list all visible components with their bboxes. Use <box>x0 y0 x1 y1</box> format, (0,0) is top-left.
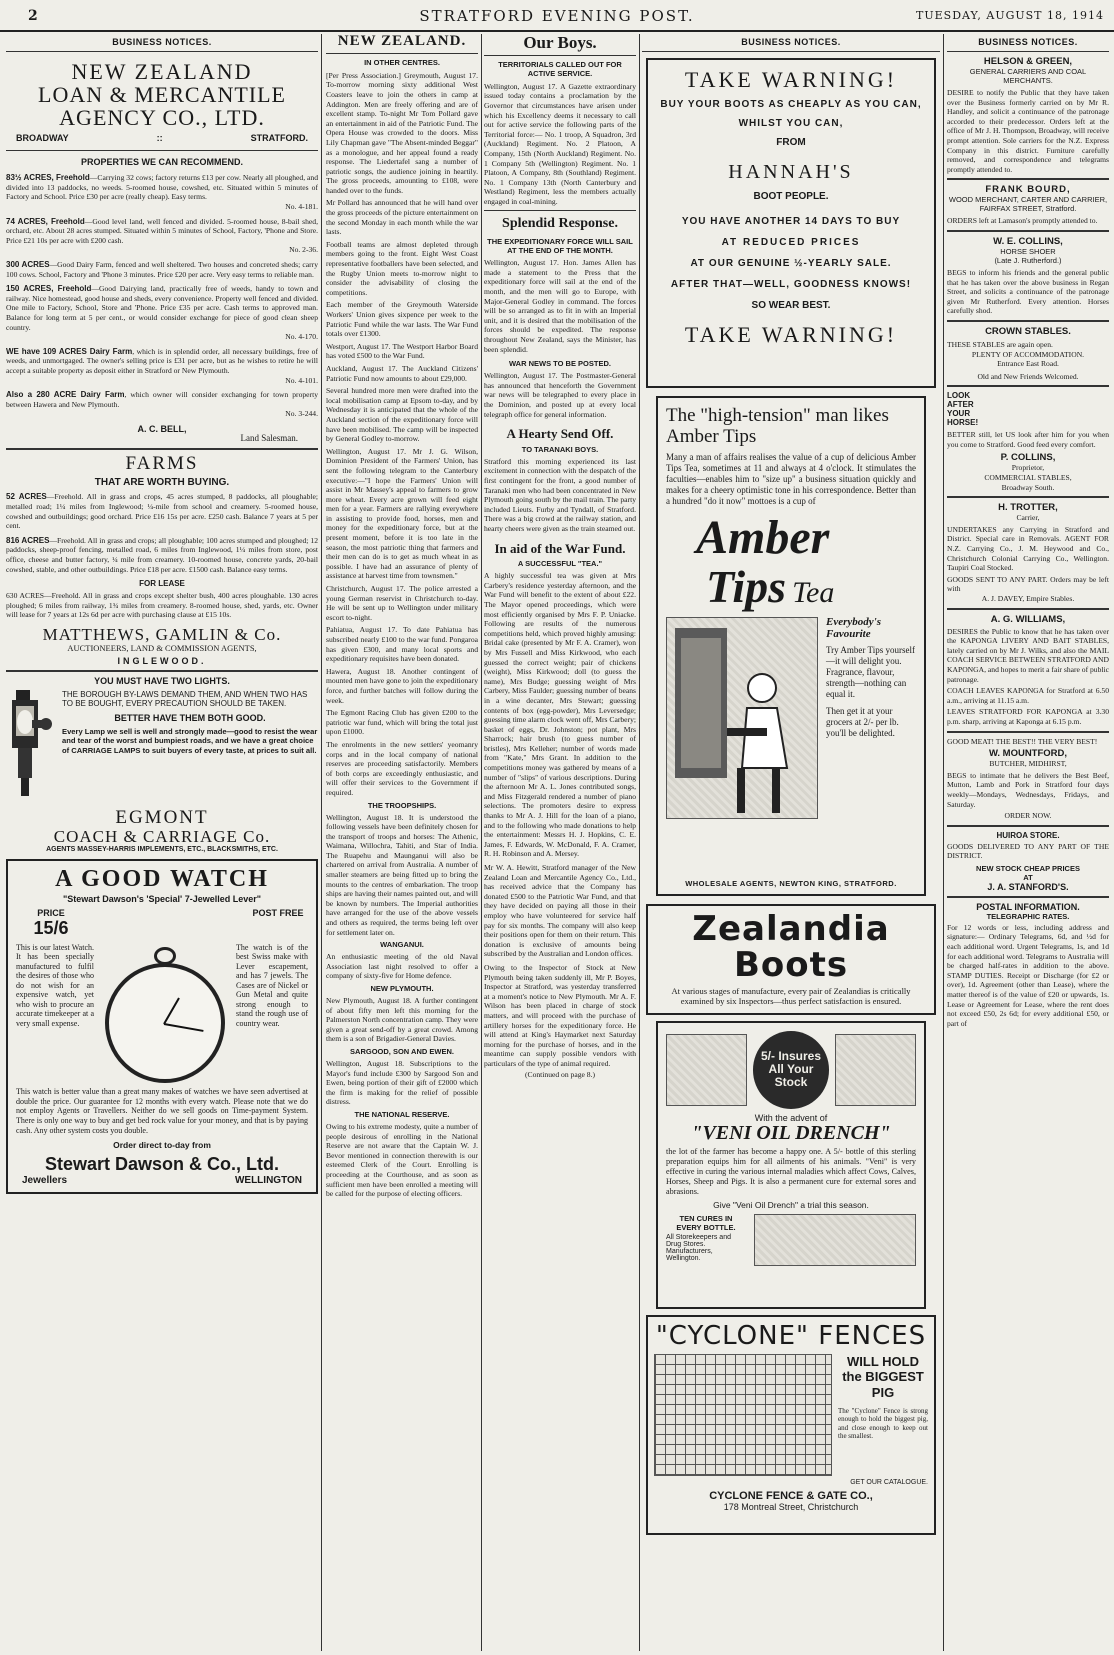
firm-text: HUIROA STORE. <box>996 830 1060 840</box>
column-divider <box>321 34 322 1651</box>
news-paragraph: Hawera, August 18. Another contingent of mounted men have gone to join the expeditionary force, and further batches will follow during the week. <box>326 666 478 705</box>
watch-right-text: The watch is of the best Swiss make with Lever escapement, and has 7 jewels. The Cases are of Nickel or Gun Metal and quite strong enough to stand the rough use of country wear. <box>236 942 308 1028</box>
masthead <box>0 0 1114 32</box>
postal-info <box>947 902 1109 1029</box>
take-warning: TAKE WARNING! <box>684 322 898 348</box>
news-text: Owing to his extreme modesty, quite a number of people desirous of enrolling in the National Reserve are not aware that the Captain W. J. Bevor mentioned in connection therewith is our esteemed Clerk of the Court. Enrolling is proceeding at the Courthouse, and as soon as sufficient men have been enrolled a meeting will be called for the purpose of electing officers. <box>326 1121 478 1199</box>
news-paragraph: Each member of the Greymouth Waterside Workers' Union gives sixpence per week to the Patriotic Fund while the war lasts. The War Fund totals over £1300. <box>326 300 478 339</box>
cyclone-address: 178 Montreal Street, Christchurch <box>723 1501 859 1512</box>
amber-grocers: Then get it at your grocers at 2/- per lb. you'll be delighted. <box>826 705 899 738</box>
firm-late: (Late J. Rutherford.) <box>994 255 1062 265</box>
column-3 <box>484 34 636 1651</box>
news-text: Stratford this morning experienced its last excitement in connection with the despatch of the first contingent for the front, a good number of Taranaki men who had been concentrated in New Plymouth going south by the mail train. The party included Lieuts. Furby and Tyndall, of Stratford. There was a big crowd at the railway station, and hearty cheers were given as the train steamed out. <box>484 456 636 533</box>
firm-text: GOODS SENT TO ANY PART. Orders may be left with <box>947 574 1109 594</box>
firm-name: HELSON & GREEN, <box>983 56 1073 67</box>
cyclone-title: "CYCLONE" FENCES <box>655 1320 927 1351</box>
news-text: New Plymouth, August 18. A further contingent of about fifty men left this morning for the Palmerston North concentration camp. They were given a great send-off by a great crowd. Among them is a son of Brigadier-General Davies. <box>326 996 478 1044</box>
address-right: STRATFORD. <box>250 133 308 144</box>
listing-item: 83½ ACRES, Freehold—Carrying 32 cows; factory returns £13 per cow. Nearly all ploughed, and divided into 13 paddocks, no weeds. 5-roomed house, cowshed, etc. Situated within 5 minutes of Factory and School. Price £30 per acre (really cheap). Easy terms. No. 4-181. <box>6 173 318 212</box>
amber-brand: Tips <box>706 561 787 613</box>
amber-agents: WHOLESALE AGENTS, NEWTON KING, STRATFORD. <box>685 879 897 888</box>
zealandia-title: Zealandia Boots <box>692 909 890 985</box>
address-sep: :: <box>156 133 163 144</box>
cyclone-advert <box>646 1315 936 1535</box>
firm-text: GOODS DELIVERED TO ANY PART OF THE DISTRICT. <box>947 841 1109 861</box>
advertiser-name: AGENCY CO., LTD. <box>59 105 265 131</box>
firm-name: FRANK BOURD, <box>985 184 1071 196</box>
news-paragraph: Auckland, August 17. The Auckland Citizens' Patriotic Fund now amounts to about £29,000. <box>326 363 478 383</box>
amber-brand: Amber <box>696 510 830 564</box>
firm-text: DESIRE to notify the Public that they have taken over the Business formerly carried on by Mr R. Handley, and solicit a continuance of the patronage accorded to their predecessor. Orders left at the office of Mr J. H. Thompson, Broadway, will receive prompt attention. Sole carriers for the N.Z. Express Company in this district. Furniture carefully removed, and correspondence and telegrams promptly attended to. <box>947 88 1109 174</box>
news-paragraph: The enrolments in the new settlers' yeomanry corps and in the local company of national reserves are proceeding satisfactorily. Members of both corps are exceedingly enthusiastic, and will offer their services to the Government if required. <box>326 739 478 797</box>
firm-text: NEW STOCK CHEAP PRICES <box>976 863 1080 873</box>
take-warning: TAKE WARNING! <box>684 67 898 92</box>
address-left: BROADWAY <box>16 133 69 144</box>
lamps-heading: YOU MUST HAVE TWO LIGHTS. <box>94 675 230 686</box>
zealandia-advert <box>646 904 936 1015</box>
section-title: Splendid Response. <box>502 215 618 231</box>
listing-item: 74 ACRES, Freehold—Good level land, well fenced and divided. 5-roomed house, 8-bail shed, orchard, etc. About 28 acres stumped. Situated within 5 minutes of School, Factory, 'Phone and Store. Price £21 10s per acre with £200 cash. No. 2-36. <box>6 216 318 255</box>
collins-advert <box>947 236 1109 316</box>
firm-text: BETTER still, let US look after him for you when you come to Stratford. Good feed every comfort. <box>947 430 1109 449</box>
post-free: POST FREE <box>252 907 304 918</box>
firm-text: UNDERTAKES any Carrying in Stratford and District. Special care in Removals. AGENT FOR N.Z. Carrying Co., J. M. Heywood and Co., Christchurch Colonial Carrying Co., Wellington. Taupiri Coal Stocked. <box>947 524 1109 573</box>
horse-illustration <box>835 1034 916 1106</box>
postal-text: For 12 words or less, including address and signature:— Ordinary Telegrams, 6d, and ½d for each additional word. Urgent Telegrams, 1s, and 1d for each additional word. Telegrams to Australia will be charged half-rates in addition to the above. STAMP DUTIES. Receipt or Discharge (for £2 or over), 1d. Agreement (other than Lease), where the matter thereof is of the value of £20 or upwards, 1s. Lease or Agreement for Lease, where the rent does not exceed £50, 2s 6d; for every additional £50, or part of <box>947 922 1109 1028</box>
business-notices-label: BUSINESS NOTICES. <box>6 34 318 52</box>
news-text: Owing to the Inspector of Stock at New Plymouth being taken suddenly ill, Mr P. Boyes, Inspector at Stratford, was yesterday transferred at a moment's notice to New Plymouth. Mr A. F. Wilson has been placed in charge of stock matters, and will proceed with the purchase of artillery horses for the expeditionary force. He will attend at King's Haymarket next Saturday morning for the purchase of horses, and in the meantime can supply possible vendors with particulars of the type of animal required. <box>484 962 636 1068</box>
trotter-advert <box>947 502 1109 603</box>
news-paragraph: Westport, August 17. The Westport Harbor Board has voted £500 to the War Fund. <box>326 341 478 361</box>
news-heading: TO TARANAKI BOYS. <box>521 444 599 454</box>
property-listings <box>6 173 318 419</box>
firm-text: DESIRES the Public to know that he has taken over the KAPONGA LIVERY AND BAIT STABLES, lately carried on by Mr J. Wilks, and also the MAIL COACH SERVICE BETWEEN STRATFORD AND KAPONGA, and hopes to merit a fair share of public patronage. <box>947 626 1109 684</box>
lamps-advert <box>6 676 318 853</box>
veni-cures: TEN CURES IN EVERY BOTTLE. <box>676 1213 736 1232</box>
news-heading: THE NATIONAL RESERVE. <box>354 1109 450 1119</box>
news-paragraph: The Egmont Racing Club has given £200 to the patriotic war fund, which will bring the total just upon £1000. <box>326 708 478 737</box>
firm-sub: HORSE SHOER <box>1000 246 1056 256</box>
firm-name: CROWN STABLES. <box>985 325 1071 337</box>
farms-advert <box>6 454 318 666</box>
news-paragraph: Mr Pollard has announced that he will hand over the gross proceeds of the picture entertainment on the second Monday in each month while the war lasts. <box>326 198 478 237</box>
firm-name: MATTHEWS, GAMLIN & Co. <box>42 625 282 644</box>
business-notices-label: BUSINESS NOTICES. <box>947 34 1109 52</box>
williams-advert <box>947 614 1109 727</box>
firm-name: P. COLLINS, <box>1000 452 1056 464</box>
news-text: Wellington, August 17. A Gazette extraordinary issued today contains a proclamation by the Governor that circumstances have arisen under which his Excellency deems it necessary to call out for active service the following parts of the Territorial force:— No. 1 troop, A Squadron, 3rd (Auckland) Regiment. No. 2 Platoon, A Company, 15th (North Auckland) Regiment. No. 1 Company 5th (Wellington) Regiment. No. 1 Platoon, A Company, 8th (Southland) Regiment. No. 1 Company 13th (North Canterbury and Westland) Regiment, less the members actually engaged in coal-mining. <box>484 81 636 206</box>
egmont-name: EGMONT <box>115 806 209 828</box>
crown-stables-advert <box>947 326 1109 381</box>
firm-text: COMMERCIAL STABLES, <box>984 473 1072 483</box>
firm-sub: WOOD MERCHANT, CARTER AND CARRIER, <box>948 195 1108 205</box>
lease-heading: FOR LEASE <box>139 579 185 589</box>
section-title: A Hearty Send Off. <box>506 426 614 442</box>
advertiser-name: NEW ZEALAND <box>71 59 253 84</box>
man-at-desk-illustration <box>666 617 818 819</box>
news-paragraph: Wellington, August 17. Mr J. G. Wilson, Dominion President of the Farmers' Union, has sent the following telegram to the Canterbury executive:—"I hope the Farmers' Union will assist in Mr Massey's appeal to farmers to grow more wheat. Every acre grown will feed eight men for a year. Farmers are rallying everywhere in assisting to provide food, horses, men and money for the expeditionary force, but at the present moment, before it is too late in the season, the most patriotic thing that farmers and their men can do is to get as much wheat in as possible. I have had an assurance of plenty of assistance at harvest time from townsmen." <box>326 446 478 581</box>
insure-badge: 5/- Insures All Your Stock <box>753 1031 830 1109</box>
salesman-name: A. C. BELL, <box>137 423 187 434</box>
firm-text: ORDER NOW. <box>1004 811 1052 821</box>
amber-favourite: Everybody's Favourite <box>826 616 881 641</box>
firm-text: A. J. DAVEY, Empire Stables. <box>981 594 1075 603</box>
news-heading: A SUCCESSFUL "TEA." <box>517 559 603 569</box>
firm-text: COACH LEAVES KAPONGA for Stratford at 6.50 a.m., arriving at 11.15 a.m. <box>947 686 1109 705</box>
news-text: An enthusiastic meeting of the old Naval Association last night resolved to offer a company of sixty-five for Home defence. <box>326 952 478 981</box>
cow-illustration <box>666 1034 747 1106</box>
bourd-advert <box>947 184 1109 226</box>
hannah-line: AFTER THAT—WELL, GOODNESS KNOWS! <box>670 279 912 291</box>
bylaws-text: THE BOROUGH BY-LAWS DEMAND THEM, AND WHEN TWO HAS TO BE BOUGHT, EVERY PRECAUTION SHOULD BE TAKEN. <box>62 689 308 709</box>
firm-text: BEGS to inform his friends and the general public that he has taken over the above business in Regan Street, and solicits a continuance of the patronage given Mr Rutherford. Every attention. Horses carefully shod. <box>947 267 1109 316</box>
continued-note: (Continued on page 8.) <box>524 1070 596 1080</box>
news-text: Mr W. A. Hewitt, Stratford manager of the New Zealand Loan and Mercantile Agency Co., Ltd., has received advice that the Company has donated £500 to the Patriotic War Fund, and that they have decided on paying all those in their employ who have volunteered for service half pay for six months. The company will also keep their positions open for them on their return. This donation is exclusive of amounts being subscribed by the Australian and London offices. <box>484 863 636 959</box>
watch-title: A GOOD WATCH <box>55 865 269 892</box>
helson-advert <box>947 56 1109 174</box>
news-paragraphs <box>326 71 478 798</box>
news-heading: WANGANUI. <box>380 940 424 950</box>
stanford-advert <box>947 831 1109 892</box>
news-text: A highly successful tea was given at Mrs Carbery's residence yesterday afternoon, and the War Fund will benefit to the extent of about £22. The Mayor opened proceedings, which were most efficiently organised by Mrs F. P. Uniacke. Following are results of the numerous competitions held, which proved highly amusing: Bridal cake (presented by Mr F. A. Cramer), won by Mrs Fussell and Miss Kirkwood, who each guessed the correct weight; pair of chickens (weight), Miss Kirkwood; doll (to guess the name), Mrs Budge; guessing weight of Mrs Carbery, Miss Faulder; guessing number of beans in a wine decanter, Mrs Stewart; guessing contents of box (egg-powder), Mrs Leversedge; guessing time alarm clock went off, Mrs Carbery; basket of eggs, Dr. Johnston; pot plant, Mrs Sharrock; hair brush (to guess number of bristles), Mrs Kelleher; number of words made from "Kate," Mrs Grant. In addition to the competitions money was gathered by means of a number of "slips" of various descriptions. During the afternoon Mr A. L. Jones contributed songs, and Miss Fitzgerald rendered a number of piano selections. The promoters desire to express thanks to Mr A. J. Hill for the loan of a piano, and to the following who made donations to help the entertainment: Messrs H. J. Hopkins, C. E. James, F. Edwards, W. McDonald, F. A. Cramer, R. H. Robinson and A. Mersey. <box>484 571 636 859</box>
veni-give: Give "Veni Oil Drench" a trial this season. <box>713 1199 869 1210</box>
egmont-sub: AGENTS MASSEY-HARRIS IMPLEMENTS, ETC., BLACKSMITHS, ETC. <box>46 845 278 853</box>
news-text: Wellington, August 17. Hon. James Allen has made a statement to the Press that the expeditionary force will sail at the end of the month, and the men will go to Europe, with Major-General Godley in command. The forces will be so arranged as to fit in with an Imperial unit, and it is desired that the mobilisation of the forces should be expedited. The response throughout New Zealand, says the Minister, has been splendid. <box>484 258 636 354</box>
watch-body: This watch is better value than a great many makes of watches we have seen advertised at double the price. Our guarantee for 12 months with every watch. Please note that we do not employ Agents or Travellers. Neither do we sell goods on Time-payment System. There is only one way to buy and get bed rock value for your money, and that is by paying cash. Any other system costs you double. <box>16 1086 308 1135</box>
watch-icon <box>100 943 230 1083</box>
listing-item: WE have 109 ACRES Dairy Farm, which is in splendid order, all necessary buildings, free of weeds, and unmortgaged. The owner's selling price is £31 per acre, but as he wishes to retire he will accept a suitable property as deposit either in Stratford or New Plymouth. No. 4-101. <box>6 346 318 385</box>
firm-text: Proprietor, <box>1011 463 1045 473</box>
firm-sub: GENERAL CARRIERS AND COAL MERCHANTS. <box>969 67 1087 85</box>
firm-sub: BUTCHER, MIDHIRST, <box>989 759 1067 769</box>
news-paragraph: [Per Press Association.] Greymouth, August 17. To-morrow morning sixty additional West Coasters leave to join the others in camp at Addington. Men are freely offering and are of excellent stamp. To-night Mr Tom Pollard gave an entertainment in aid of the Patriotic Fund. The Opera House was crowded to the doors. Miss Lily Chapman gave "The Absent-minded Beggar" as a monologue, and her appeal found a ready response. The Liedertafel sang a number of patriotic songs, the audience joining in heartily. The gross proceeds, amounting to £108, were handed over to the funds. <box>326 70 478 195</box>
amber-brand: Tea <box>792 576 835 610</box>
advertiser-address <box>6 129 318 147</box>
pcollins-advert <box>947 391 1109 492</box>
mountford-advert <box>947 737 1109 821</box>
news-heading: THE TROOPSHIPS. <box>367 800 437 810</box>
news-heading: TERRITORIALS CALLED OUT FOR ACTIVE SERVICE. <box>498 59 622 78</box>
firm-text: BEGS to intimate that he delivers the Best Beef, Mutton, Lamb and Pork in Stratford four days weekly—Mondays, Wednesdays, Fridays, and Saturday. <box>947 770 1109 809</box>
veni-advent: With the advent of <box>754 1112 828 1123</box>
section-subtitle: IN OTHER CENTRES. <box>364 57 440 67</box>
column-4 <box>642 34 940 1651</box>
column-divider <box>481 34 482 1651</box>
firm-text: THESE STABLES are again open. <box>947 339 1053 349</box>
news-paragraph: Football teams are almost depleted through members going to the front. Eight West Coast representative footballers have been selected, and the Rugby Union meets to-morrow night to consider the advisability of closing the competitions. <box>326 239 478 297</box>
farms-title: FARMS <box>125 452 199 474</box>
news-text: Wellington, August 18. Subscriptions to the Mayor's fund include £300 by Sargood Son and Ewen, being portion of their gift of £2000 which the firm is making for the relief of possible distress. <box>326 1058 478 1107</box>
advertiser-name: LOAN & MERCANTILE <box>38 82 286 108</box>
veni-text: the lot of the farmer has become a happy one. A 5/- bottle of this sterling preparation equips him for all ailments of his animals. "Veni" is very effective in curing the various internal maladies which affect Cows, Calves, Horses, Sheep and Pigs. It is also a permanent cure for external sores and abrasions. <box>666 1146 916 1196</box>
firm-text: ORDERS left at Lamason's promptly attended to. <box>947 216 1098 226</box>
section-title: NEW ZEALAND. <box>326 34 478 54</box>
listing-item: 52 ACRES—Freehold. All in grass and crops, 45 acres stumped, 8 paddocks, all ploughable; metalled road; 1¼ miles from Inglewood; ¼-mile from school and creamery. 5-roomed house, cowshed and outbuildings; good orchard. Price £16 15s per acre. £250 cash. Balance 7 years at 5 per cent. <box>6 492 318 531</box>
veni-sold: All Storekeepers and Drug Stores. Manufacturers, Wellington. <box>666 1233 731 1262</box>
news-heading: WAR NEWS TO BE POSTED. <box>509 359 611 369</box>
better-text: BETTER HAVE THEM BOTH GOOD. <box>114 712 266 723</box>
lamps-text: Every Lamp we sell is well and strongly made—good to resist the wear and tear of the worst and bumpiest roads, and we have a great choice of CARRIAGE LAMPS to suit buyers of every taste, at prices to suit all. <box>62 726 318 755</box>
issue-date: TUESDAY, AUGUST 18, 1914 <box>916 9 1104 22</box>
amber-tips-advert <box>656 396 926 896</box>
price-value: 15/6 <box>33 917 69 938</box>
egmont-name: COACH & CARRIAGE Co. <box>53 826 271 846</box>
jewellers-label: Jewellers <box>22 1174 68 1186</box>
column-1 <box>6 34 318 1651</box>
hannah-line: BOOT PEOPLE. <box>753 191 829 203</box>
hannah-line: SO WEAR BEST. <box>751 300 831 312</box>
watch-subtitle: "Stewart Dawson's 'Special' 7-Jewelled Lever" <box>62 893 262 904</box>
firm-text: Broadway South. <box>1001 482 1055 492</box>
postal-title: POSTAL INFORMATION. <box>976 901 1080 912</box>
firm-sub: AUCTIONEERS, LAND & COMMISSION AGENTS, <box>67 642 257 653</box>
column-5 <box>947 34 1109 1651</box>
cyclone-catalogue: GET OUR CATALOGUE. <box>850 1478 928 1486</box>
news-text: Wellington, August 18. It is understood the following vessels have been definitely chosen for the transport of troops and horses: The Athenic, Waimana, Willochra, Tahiti, and Star of India. The Ruapehu and Maunganui will also be chartered on arrival from Australia. A number of smaller steamers are being fitted up to bring the mounts to the centres of embarkation. The troop ships are having their names painted out, and will be known by numbers. The Imperial authorities have arranged for the use of the above vessels and others as required, the terms being left over for settlement later on. <box>326 812 478 937</box>
salesman-title: Land Salesman. <box>240 432 298 443</box>
order-text: Order direct to-day from <box>113 1139 211 1150</box>
farm-listings <box>6 492 318 574</box>
nz-loan-advert <box>6 60 318 444</box>
section-heading: PROPERTIES WE CAN RECOMMEND. <box>80 157 243 168</box>
amber-try: Try Amber Tips yourself—it will delight you. Fragrance, flavour, strength—nothing can equal it. <box>826 644 915 699</box>
firm-name: W. E. COLLINS, <box>993 235 1063 247</box>
firm-text: Entrance East Road. <box>997 359 1059 369</box>
fence-illustration <box>654 1354 832 1476</box>
cyclone-hold: WILL HOLD the BIGGEST PIG <box>842 1353 924 1401</box>
amber-headline: The "high-tension" man likes Amber Tips <box>666 405 889 447</box>
column-divider <box>943 34 944 1651</box>
hannah-line: FROM <box>776 137 806 149</box>
news-paragraph: Christchurch, August 17. The police arrested a young German reservist in Christchurch to-day. He will be sent up to Wellington under military escort to-night. <box>326 584 478 622</box>
news-heading: THE EXPEDITIONARY FORCE WILL SAIL AT THE END OF THE MONTH. <box>487 237 633 256</box>
column-2 <box>326 34 478 1651</box>
firm-text: LEAVES STRATFORD FOR KAPONGA at 3.30 p.m. sharp, arriving at Kaponga at 6.15 p.m. <box>947 707 1109 726</box>
firm-sub: Carrier, <box>1016 513 1040 523</box>
firm-name: J. A. STANFORD'S. <box>987 881 1069 892</box>
section-title: Our Boys. <box>484 34 636 56</box>
postal-sub: TELEGRAPHIC RATES. <box>986 911 1070 921</box>
firm-name: W. MOUNTFORD, <box>988 748 1068 760</box>
firm-address: FAIRFAX STREET, Stratford. <box>979 204 1077 214</box>
news-heading: NEW PLYMOUTH. <box>370 984 434 993</box>
firm-text: Old and New Friends Welcomed. <box>977 371 1079 381</box>
veni-advert <box>656 1021 926 1309</box>
pig-illustration <box>754 1214 916 1266</box>
hannah-name: HANNAH'S <box>728 161 854 184</box>
paper-title: STRATFORD EVENING POST. <box>419 7 695 25</box>
watch-left-text: This is our latest Watch. It has been specially manufactured to fulfil the desires of those who do not wish for an expensive watch, yet who wish to procure an accurate timekeeper at a very small expense. <box>16 942 94 1028</box>
page-number: 2 <box>28 8 38 24</box>
hannah-line: YOU HAVE ANOTHER 14 DAYS TO BUY <box>681 216 901 228</box>
hannah-line: WHILST YOU CAN, <box>738 118 844 130</box>
lamp-icon <box>6 690 56 804</box>
hannah-line: AT OUR GENUINE ½-YEARLY SALE. <box>690 258 892 270</box>
price-label: PRICE <box>37 907 65 918</box>
listing-item: 816 ACRES—Freehold. All in grass and crops; all ploughable; 100 acres stumped and ploughed; 12 paddocks, sheep-proof fencing, metalled road, 6 miles from Inglewood, 1¼ miles from store, post office, cheese and butter factory, ¼ mile from creamery. 10-roomed house, concrete yards, 20-bail cowshed, stable, and other outbuildings. Price £18 per acre. £1500 cash. Balance easy terms. <box>6 535 318 574</box>
listing-item: 300 ACRES—Good Dairy Farm, fenced and well sheltered. Two houses and concreted sheds; carry 100 cows. School, Factory and 'Phone 3 minutes. Price £20 per acre. Very easy terms to reliable man. <box>6 260 318 279</box>
listing-item: 150 ACRES, Freehold—Good Dairying land, practically free of weeds, handy to town and railway. Nice homestead, good house and sheds, every convenience. Property well fenced and divided. One mile to Factory, School, Store and 'Phone. Price £35 per acre. Cash terms to approved man. Balance for long term at 5 per cent., or would consider exchange for piece of good clean sheep country. No. 4-170. <box>6 284 318 342</box>
cyclone-firm: CYCLONE FENCE & GATE CO., <box>709 1489 873 1502</box>
firm-name: A. G. WILLIAMS, <box>990 613 1066 625</box>
farms-subtitle: THAT ARE WORTH BUYING. <box>94 477 230 489</box>
hannah-line: AT REDUCED PRICES <box>721 237 861 249</box>
business-notices-label: BUSINESS NOTICES. <box>642 34 940 52</box>
look-after-text: LOOK AFTER YOUR HORSE! <box>947 391 979 428</box>
watch-advert <box>6 859 318 1194</box>
dawson-name: Stewart Dawson & Co., Ltd. <box>44 1153 280 1174</box>
firm-text: GOOD MEAT! THE BEST!! THE VERY BEST! <box>947 736 1098 746</box>
veni-brand: "VENI OIL DRENCH" <box>691 1121 891 1144</box>
column-divider <box>639 34 640 1651</box>
listing-item: Also a 280 ACRE Dairy Farm, which owner will consider exchanging for town property between Hawera and New Plymouth. No. 3-244. <box>6 390 318 419</box>
firm-text: PLENTY OF ACCOMMODATION. <box>971 349 1085 359</box>
news-heading: SARGOOD, SON AND EWEN. <box>350 1046 454 1056</box>
news-paragraph: Pahiatua, August 17. To date Pahiatua has subscribed nearly £100 to the war fund. Pongaroa has given £300, and many local sports and expeditionary requisites have been donated. <box>326 625 478 664</box>
cyclone-small: The "Cyclone" Fence is strong enough to hold the biggest pig, and close enough to keep out the smallest. <box>838 1406 928 1441</box>
hannah-advert <box>646 58 936 388</box>
section-title: In aid of the War Fund. <box>494 540 626 556</box>
news-paragraph: Several hundred more men were drafted into the local mobilisation camp at Epsom to-day, and by Wednesday it is anticipated that the whole of the Auckland section of the expeditionary force will have been mobilised. The camp will be inspected by General Godley to-morrow. <box>326 386 478 444</box>
firm-town: INGLEWOOD. <box>117 655 207 666</box>
firm-text: AT <box>1023 872 1033 882</box>
hannah-line: BUY YOUR BOOTS AS CHEAPLY AS YOU CAN, <box>660 99 922 111</box>
amber-text: Many a man of affairs realises the value of a cup of delicious Amber Tips Tea, sometimes at 11 and always at 4 o'clock. It stimulates the faculties—enables him to "size up" a business situation quickly and makes for a cheery optimistic tone in his correspondence. Better than a hundred "do it now" mottoes is a cup of <box>666 451 916 506</box>
zealandia-text: At various stages of manufacture, every pair of Zealandias is critically examined by six Inspectors—thus perfect satisfaction is ensured. <box>671 986 911 1006</box>
firm-name: H. TROTTER, <box>998 502 1058 514</box>
dawson-town: WELLINGTON <box>234 1174 302 1186</box>
lease-text: 630 ACRES—Freehold. All in grass and crops except shelter bush, 400 acres ploughable. 130 acres ploughed; 6 miles from railway, 1¾ miles from creamery. 8-roomed house, shed, yards, etc. Owner will lease for 7 years at 12s 6d per acre with purchasing clause at £15 10s. <box>6 591 318 620</box>
news-text: Wellington, August 17. The Postmaster-General has announced that henceforth the Government war news will be telegraphed to every place in the Dominion, and posted up at every local telegraph office for general information. <box>484 371 636 419</box>
